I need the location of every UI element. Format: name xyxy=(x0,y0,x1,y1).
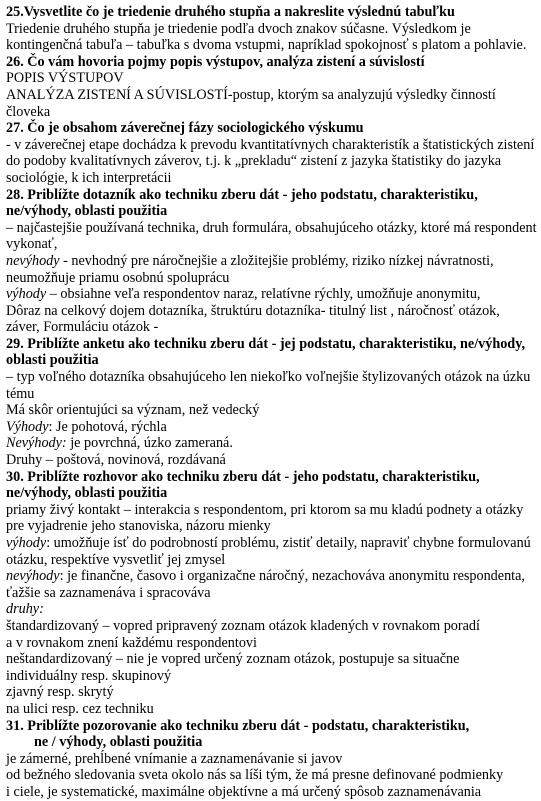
text-line: kontingenčná tabuľa – tabuľka s dvoma vstupmi, napríklad spokojnosť s platom a pohlavie. xyxy=(6,37,527,54)
labeled-line xyxy=(6,568,541,585)
line-text: - nevhodný pre náročnejšie a zložitejšie problémy, riziko nízkej návratnosti, xyxy=(59,252,494,269)
labeled-line xyxy=(6,435,541,452)
text-line: priamy živý kontakt – interakcia s respondentom, pri ktorom sa mu kladú podnety a otázky xyxy=(6,501,524,518)
italic-label: druhy: xyxy=(6,601,44,618)
section-heading: oblasti použitia xyxy=(6,352,99,369)
text-line: je zámerné, prehĺbené vnímanie a zaznamenávanie si javov xyxy=(6,750,343,767)
text-line: na ulici resp. cez techniku xyxy=(6,700,154,717)
section-heading: 31. Priblížte pozorovanie ako techniku zberu dát - podstatu, charakteristiku, xyxy=(6,717,470,734)
text-line: vykonať, xyxy=(6,236,58,253)
section-heading: 29. Priblížte anketu ako techniku zberu dát - jej podstatu, charakteristiku, ne/výhody, xyxy=(6,335,526,352)
text-line: POPIS VÝSTUPOV xyxy=(6,70,124,87)
labeled-line xyxy=(6,286,541,303)
italic-label: výhody xyxy=(6,286,47,303)
section-heading: 25.Vysvetlite čo je triedenie druhého stupňa a nakreslite výslednú tabuľku xyxy=(6,4,455,20)
text-line: i ciele, je systematické, maximálne objektívne a má určený spôsob zaznamenávania xyxy=(6,783,482,800)
text-line: Má skôr orientujúci sa význam, než vedecký xyxy=(6,402,260,419)
text-line: do podoby kvalitatívnych záverov, t.j. k „prekladu“ zistení z jazyka štatistiky do jazyka xyxy=(6,153,502,170)
italic-label: nevýhody xyxy=(6,252,60,269)
text-line: od bežného sledovania sveta okolo nás sa líši tým, že má presne definované podmienky xyxy=(6,767,504,784)
section-heading: ne/výhody, oblasti použitia xyxy=(6,203,168,220)
line-text: je povrchná, úzko zameraná. xyxy=(66,435,233,452)
text-line: neumožňuje priamu osobnú spoluprácu xyxy=(6,269,230,286)
text-line: ANALÝZA ZISTENÍ A SÚVISLOSTÍ-postup, ktorým sa analyzujú výsledky činností xyxy=(6,86,496,103)
section-heading: 30. Priblížte rozhovor ako techniku zberu dát - jeho podstatu, charakteristiku, xyxy=(6,468,480,485)
document-body xyxy=(6,4,541,801)
section-heading: 26. Čo vám hovoria pojmy popis výstupov, analýza zistení a súvislostí xyxy=(6,53,425,70)
text-line: zjavný resp. skrytý xyxy=(6,684,114,701)
line-text: – obsiahne veľa respondentov naraz, relatívne rýchly, umožňuje anonymitu, xyxy=(46,286,481,303)
text-line: - v záverečnej etape dochádza k prevodu kvantitatívnych charakteristík a štatistických zistení xyxy=(6,136,535,153)
text-line: človeka xyxy=(6,103,51,120)
text-line: Triedenie druhého stupňa je triedenie podľa dvoch znakov súčasne. Výsledkom je xyxy=(6,20,471,37)
line-text: : je finančne, časovo i organizačne náročný, nezachováva anonymitu respondenta, xyxy=(59,568,525,585)
labeled-line xyxy=(6,419,541,436)
text-line: otázku, respektíve vysvetliť jej zmysel xyxy=(6,551,226,568)
text-line: a v rovnakom znení každému respondentovi xyxy=(6,634,257,651)
text-line: Druhy – poštová, novinová, rozdávaná xyxy=(6,452,226,469)
text-line: neštandardizovaný – nie je vopred určený zoznam otázok, postupuje sa situačne xyxy=(6,651,460,668)
section-heading: 28. Priblížte dotazník ako techniku zberu dát - jeho podstatu, charakteristiku, xyxy=(6,186,478,203)
italic-label: Nevýhody: xyxy=(6,435,67,452)
text-line: ťažšie sa zaznamenáva i spracováva xyxy=(6,584,211,601)
text-line: – typ voľného dotazníka obsahujúceho len niekoľko voľnejšie štylizovaných otázok na úzku xyxy=(6,369,531,386)
section-heading: ne/výhody, oblasti použitia xyxy=(6,485,168,502)
section-heading: ne / výhody, oblasti použitia xyxy=(34,734,203,751)
text-line: záver, Formuláciu otázok - xyxy=(6,319,159,336)
text-line: – najčastejšie používaná technika, druh formulára, obsahujúceho otázky, ktoré má respondent xyxy=(6,219,537,236)
text-line: Dôraz na celkový dojem dotazníka, štruktúru dotazníka- titulný list , náročnosť otázok, xyxy=(6,302,500,319)
text-line: pre vyjadrenie jeho stanoviska, názoru mienky xyxy=(6,518,271,535)
labeled-line xyxy=(6,535,541,552)
line-text: : umožňuje ísť do podrobností problému, zistiť detaily, napraviť chybne formulovanú xyxy=(46,535,531,551)
section-heading: 27. Čo je obsahom záverečnej fázy sociologického výskumu xyxy=(6,120,364,137)
text-line: štandardizovaný – vopred pripravený zoznam otázok kladených v rovnakom poradí xyxy=(6,617,480,634)
italic-label: výhody xyxy=(6,535,47,551)
italic-label: nevýhody xyxy=(6,568,60,585)
text-line: tému xyxy=(6,385,35,402)
text-line: sociológie, k ich interpretácii xyxy=(6,169,172,186)
text-line: individuálny resp. skupinový xyxy=(6,667,172,684)
line-text: : Je pohotová, rýchla xyxy=(48,418,167,435)
labeled-line xyxy=(6,253,541,270)
italic-label: Výhody xyxy=(6,418,49,435)
